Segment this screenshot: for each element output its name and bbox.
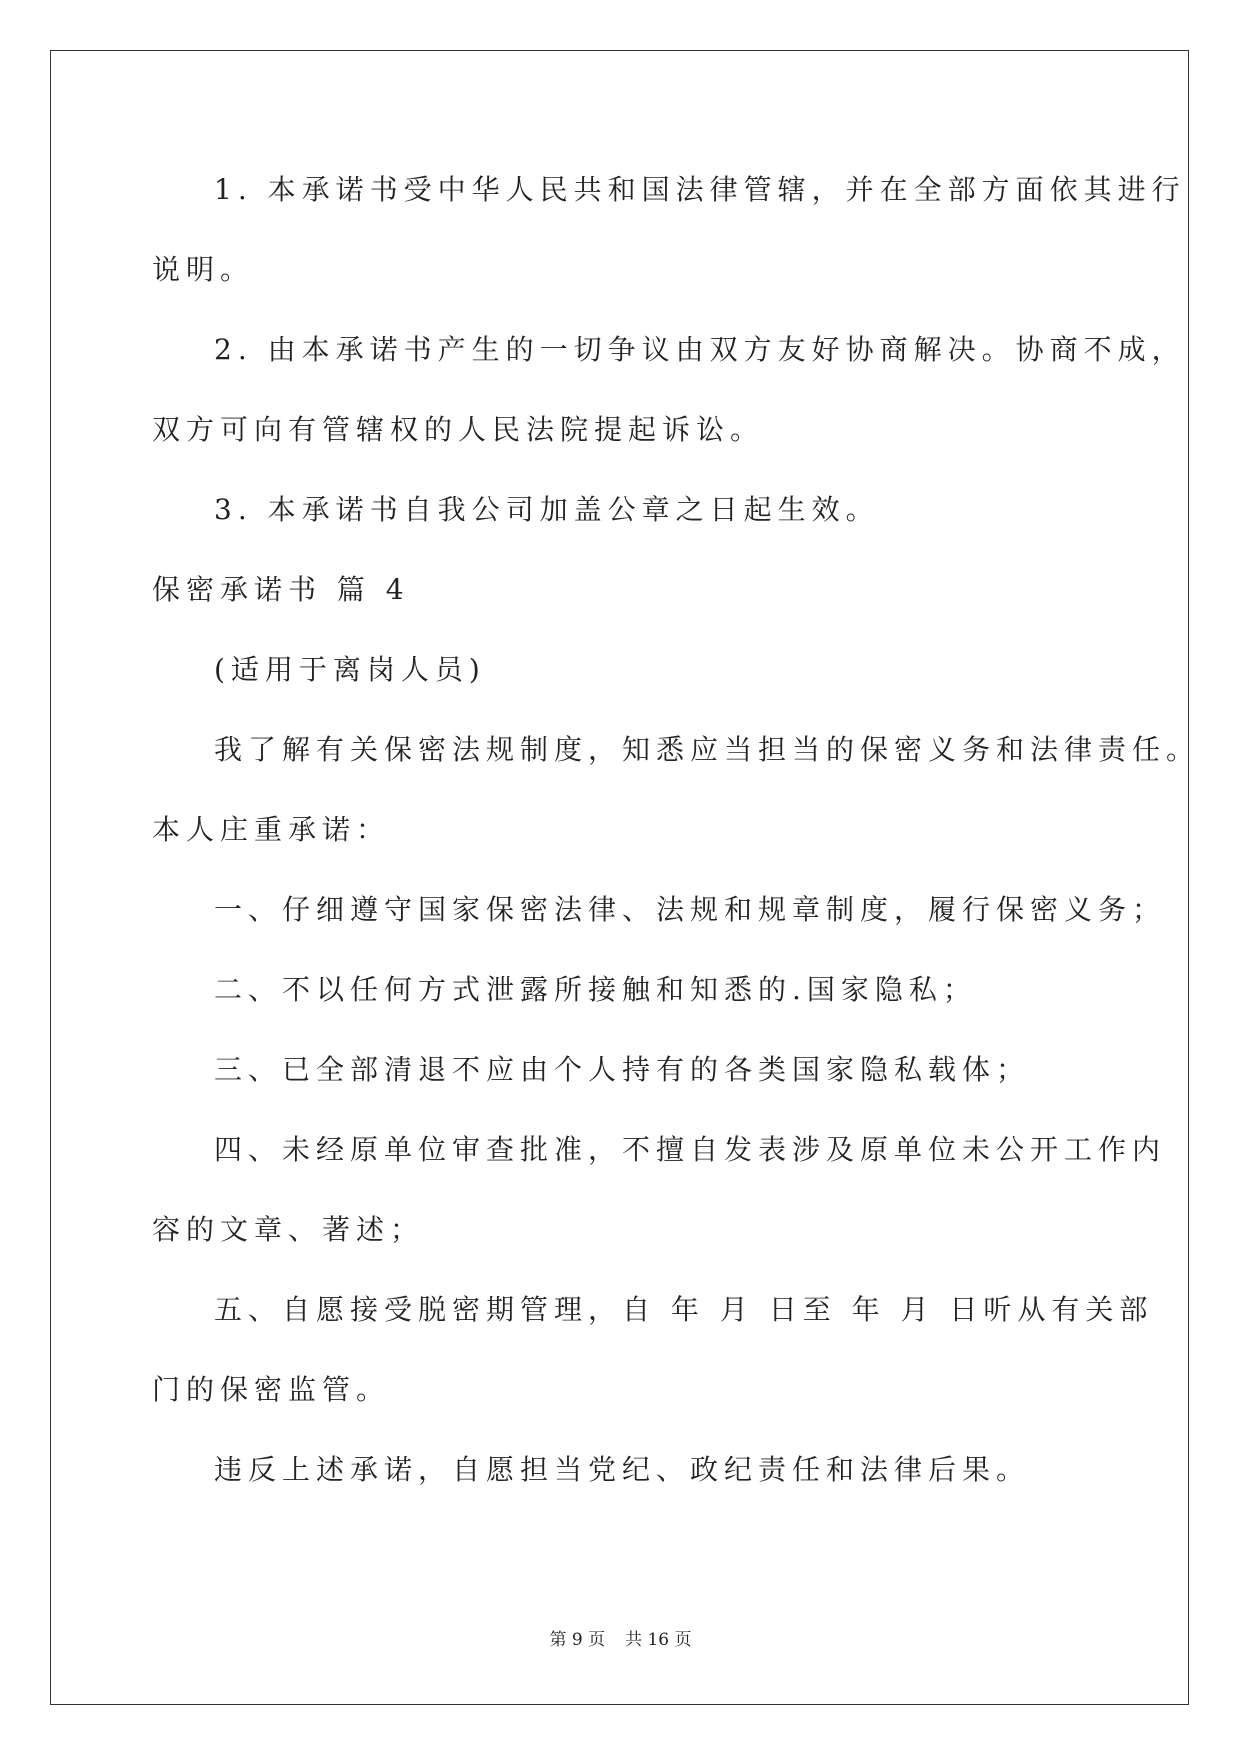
- section-heading: 保密承诺书 篇 4: [152, 573, 410, 606]
- paragraph-line: 我了解有关保密法规制度，知悉应当担当的保密义务和法律责任。: [214, 733, 1201, 766]
- paragraph-line: 门的保密监管。: [152, 1373, 391, 1406]
- page-number: 第 9 页: [549, 1630, 606, 1650]
- paragraph-line: 容的文章、著述；: [152, 1213, 425, 1246]
- paragraph-line: 3. 本承诺书自我公司加盖公章之日起生效。: [214, 493, 880, 526]
- paragraph-line: (适用于离岗人员): [214, 653, 486, 686]
- paragraph-line: 违反上述承诺，自愿担当党纪、政纪责任和法律后果。: [214, 1453, 1031, 1486]
- paragraph-line: 一、仔细遵守国家保密法律、法规和规章制度，履行保密义务；: [214, 893, 1167, 926]
- paragraph-line: 2. 由本承诺书产生的一切争议由双方友好协商解决。协商不成，: [214, 333, 1186, 366]
- paragraph-line: 1. 本承诺书受中华人民共和国法律管辖，并在全部方面依其进行: [214, 173, 1186, 206]
- paragraph-line: 二、不以任何方式泄露所接触和知悉的.国家隐私；: [214, 973, 977, 1006]
- paragraph-line: 本人庄重承诺：: [152, 813, 391, 846]
- paragraph-line: 说明。: [152, 253, 255, 286]
- paragraph-line: 三、已全部清退不应由个人持有的各类国家隐私载体；: [214, 1053, 1031, 1086]
- paragraph-line: 双方可向有管辖权的人民法院提起诉讼。: [152, 413, 765, 446]
- page-total: 共 16 页: [625, 1630, 692, 1650]
- paragraph-line: 四、未经原单位审查批准，不擅自发表涉及原单位未公开工作内: [214, 1133, 1167, 1166]
- page-footer: [0, 1628, 1241, 1652]
- paragraph-line: 五、自愿接受脱密期管理，自 年 月 日至 年 月 日听从有关部: [214, 1293, 1154, 1326]
